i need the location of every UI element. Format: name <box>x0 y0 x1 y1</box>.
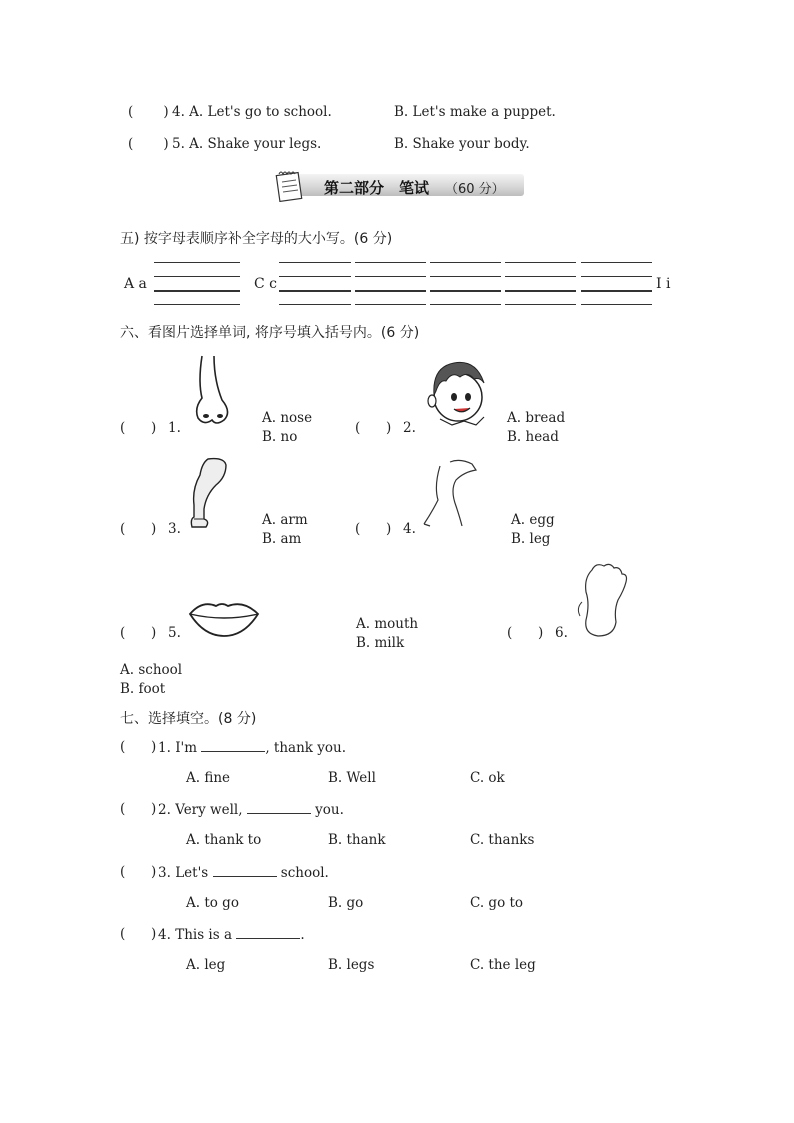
question-text: 2. Very well, you. <box>158 802 344 818</box>
option-b: B. legs <box>328 957 375 973</box>
foot-icon <box>574 560 634 640</box>
item-number: 2. <box>403 420 416 436</box>
option-b: B. Shake your body. <box>394 136 530 152</box>
section-banner <box>270 168 524 202</box>
leg-icon <box>420 456 484 532</box>
question-text: 4. This is a . <box>158 927 305 943</box>
nose-icon <box>188 352 238 432</box>
answer-blank[interactable] <box>201 739 265 752</box>
banner-score: （60 分） <box>445 182 505 197</box>
option-a: A. bread <box>507 410 566 426</box>
notepad-icon <box>270 168 312 202</box>
arm-icon <box>186 455 230 533</box>
answer-bracket[interactable]: ( ) <box>120 521 157 537</box>
question-stem: 4. A. Let's go to school. <box>172 104 332 120</box>
option-c: C. go to <box>470 895 524 911</box>
answer-bracket[interactable]: ( ) <box>128 104 169 120</box>
question-text: 1. I'm , thank you. <box>158 740 346 756</box>
boy-head-icon <box>424 355 492 431</box>
question-text: 3. Let's school. <box>158 865 329 881</box>
answer-blank[interactable] <box>213 864 277 877</box>
banner-title: 第二部分 笔试 <box>324 179 430 197</box>
letter-pair-i: I i <box>656 276 671 292</box>
answer-bracket[interactable]: ( ) <box>120 864 157 880</box>
mouth-icon <box>186 596 262 638</box>
answer-bracket[interactable]: ( ) <box>355 521 392 537</box>
option-a: A. fine <box>186 770 231 786</box>
option-a: A. mouth <box>356 616 419 632</box>
answer-blank[interactable] <box>247 801 311 814</box>
section-5-heading: 五) 按字母表顺序补全字母的大小写。(6 分) <box>120 231 393 247</box>
letter-pair-a: A a <box>124 276 147 292</box>
answer-bracket[interactable]: ( ) <box>507 625 544 641</box>
option-c: C. ok <box>470 770 505 786</box>
option-a: A. thank to <box>186 832 262 848</box>
item-number: 1. <box>168 420 181 436</box>
answer-blank[interactable] <box>236 926 300 939</box>
answer-bracket[interactable]: ( ) <box>355 420 392 436</box>
option-a: A. school <box>120 662 183 678</box>
option-b: B. head <box>507 429 559 445</box>
option-a: A. leg <box>186 957 226 973</box>
option-c: C. the leg <box>470 957 536 973</box>
answer-bracket[interactable]: ( ) <box>120 739 157 755</box>
option-a: A. egg <box>511 512 555 528</box>
option-b: B. milk <box>356 635 405 651</box>
option-b: B. thank <box>328 832 386 848</box>
item-number: 5. <box>168 625 181 641</box>
option-c: C. thanks <box>470 832 535 848</box>
section-7-heading: 七、选择填空。(8 分) <box>120 711 257 727</box>
answer-bracket[interactable]: ( ) <box>120 420 157 436</box>
option-a: A. nose <box>262 410 313 426</box>
option-b: B. go <box>328 895 364 911</box>
answer-bracket[interactable]: ( ) <box>120 625 157 641</box>
option-b: B. Let's make a puppet. <box>394 104 556 120</box>
answer-bracket[interactable]: ( ) <box>120 801 157 817</box>
option-b: B. foot <box>120 681 166 697</box>
section-6-heading: 六、看图片选择单词, 将序号填入括号内。(6 分) <box>120 325 420 341</box>
letter-pair-c: C c <box>254 276 278 292</box>
option-b: B. no <box>262 429 298 445</box>
item-number: 4. <box>403 521 416 537</box>
option-a: A. arm <box>262 512 308 528</box>
question-stem: 5. A. Shake your legs. <box>172 136 322 152</box>
answer-bracket[interactable]: ( ) <box>128 136 169 152</box>
item-number: 6. <box>555 625 568 641</box>
option-b: B. Well <box>328 770 376 786</box>
answer-bracket[interactable]: ( ) <box>120 926 157 942</box>
option-a: A. to go <box>186 895 239 911</box>
option-b: B. am <box>262 531 302 547</box>
item-number: 3. <box>168 521 181 537</box>
option-b: B. leg <box>511 531 551 547</box>
